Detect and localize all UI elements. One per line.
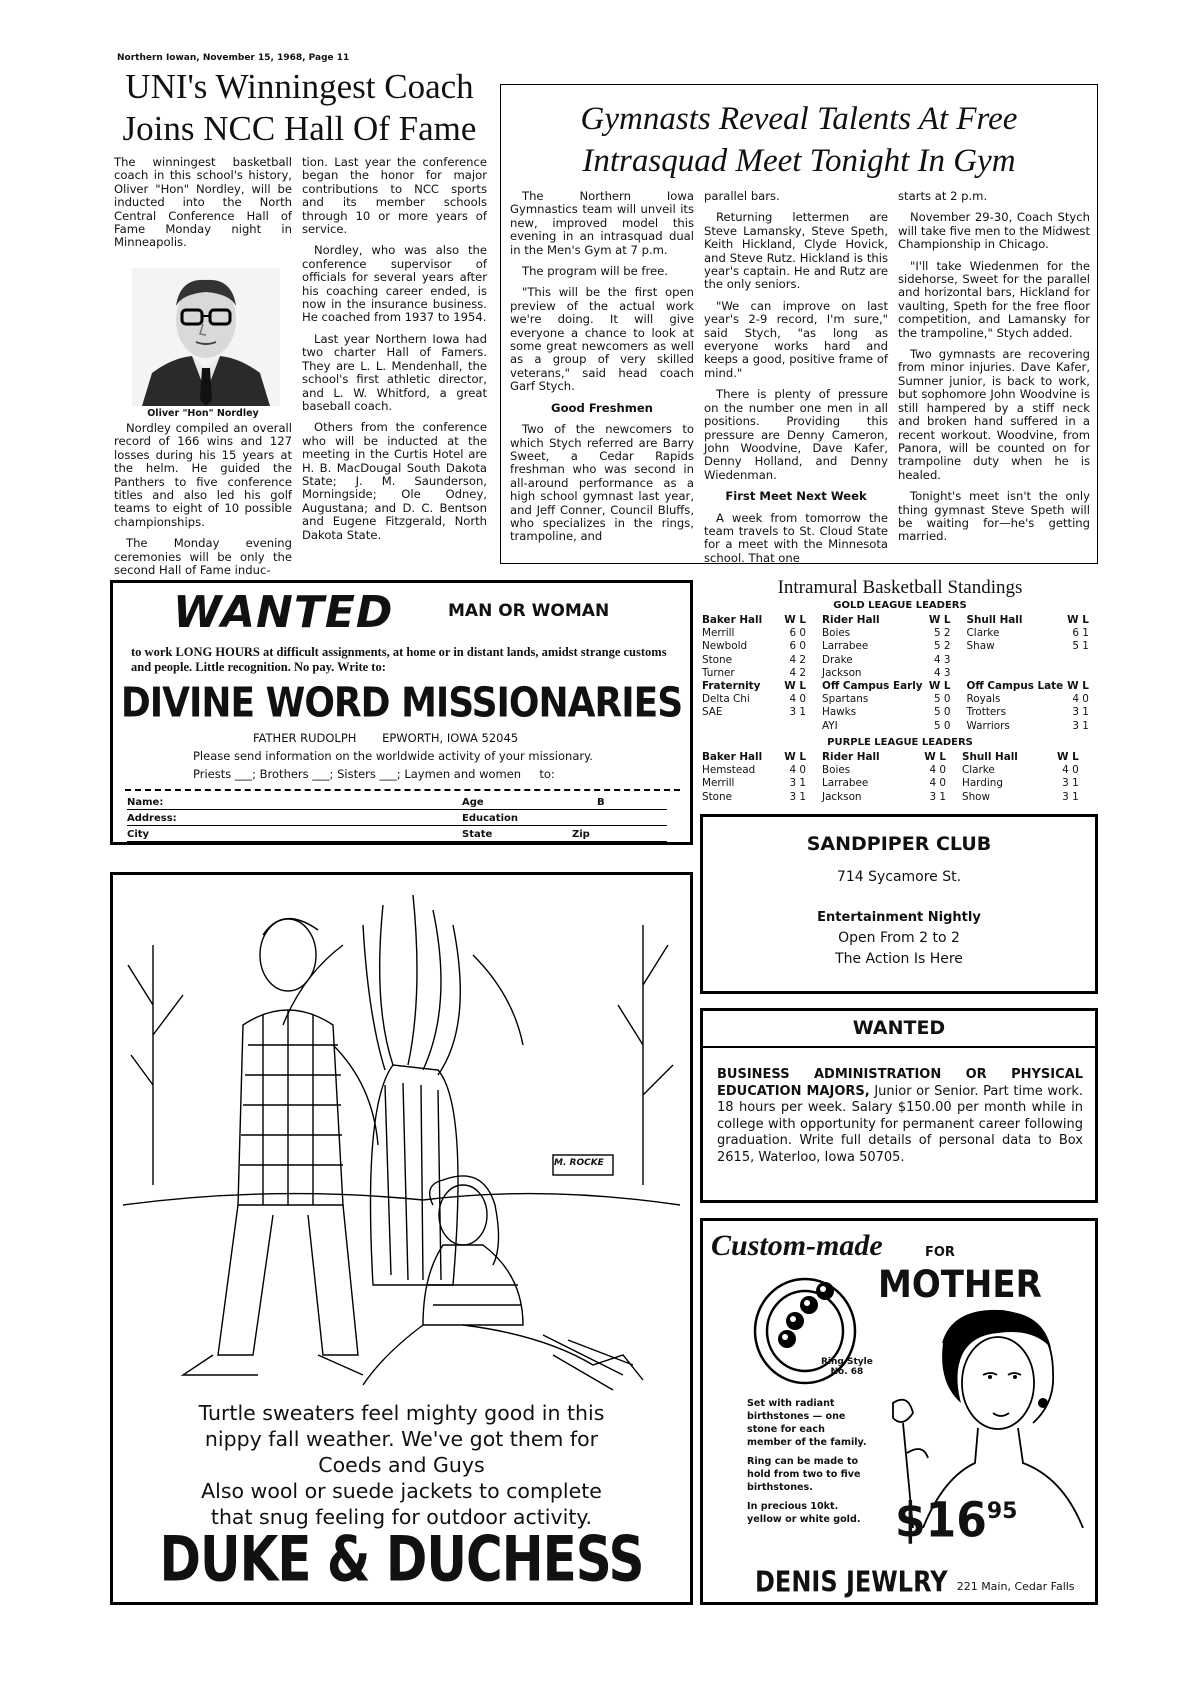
record-cell: 4 2 <box>789 666 806 679</box>
record-cell: 6 0 <box>789 640 806 653</box>
article-paragraph: Two of the newcomers to which Stych referred are Barry Sweet, a Cedar Rapids freshman who was second in all-around performance as a high school gymnast last year, and Jeff Conner, Council Bluffs, who specializes in the rings, trampoline, and <box>510 422 694 544</box>
purple-league-title: PURPLE LEAGUE LEADERS <box>827 737 973 748</box>
desc-paragraph: Set with radiant birthstones — one stone for each member of the family. <box>747 1398 867 1448</box>
standings-row <box>700 777 1093 790</box>
team-cell: Shaw <box>966 640 995 653</box>
team-cell: Trotters <box>966 706 1006 719</box>
record-cell: W L <box>1067 614 1089 626</box>
record-cell: 3 1 <box>1062 777 1079 790</box>
team-cell: Boies <box>822 764 851 777</box>
standings-row <box>700 720 1103 733</box>
team-cell: Show <box>962 790 991 803</box>
price-dollars: $16 <box>895 1492 987 1549</box>
team-cell: Shull Hall <box>962 751 1018 763</box>
record-cell <box>1065 667 1103 680</box>
article-paragraph: There is plenty of pressure on the number one men in all positions. Providing this pressure are Denny Cameron, John Woodvine, Dave Kafer, Denny Holland, and Denny Wiedenman. <box>704 387 888 482</box>
folio: Northern Iowan, November 15, 1968, Page 11 <box>117 53 350 63</box>
field-b-label: B <box>597 797 605 808</box>
field-education-label: Education <box>462 813 518 824</box>
sandpiper-name: SANDPIPER CLUB <box>806 833 992 855</box>
missionaries-ad <box>110 580 693 845</box>
desc-paragraph: Ring can be made to hold from two to five birthstones. <box>747 1456 861 1493</box>
record-cell <box>780 720 820 733</box>
copy-line: Coeds and Guys <box>318 1453 485 1477</box>
record-cell: 4 0 <box>1062 764 1079 777</box>
field-address-label: Address: <box>127 813 177 824</box>
team-cell: Fraternity <box>702 680 761 693</box>
headline-line: Joins NCC Hall Of Fame <box>122 109 477 148</box>
copy-line: Turtle sweaters feel mighty good in this <box>198 1401 605 1425</box>
record-cell: 5 0 <box>934 706 951 719</box>
illustration-signature: M. ROCKE <box>554 1158 604 1168</box>
team-cell: Boies <box>822 627 851 640</box>
gymnasts-headline <box>505 98 1093 182</box>
duke-duchess-ad <box>110 872 693 1605</box>
article-paragraph: Two gymnasts are recovering from minor injuries. Dave Kafer, Sumner junior, is back to work, but sophomore John Woodvine is still hampered by a stiff neck and broken hand suffered in a recent workout. Woodvine, from Panora, will be counted on for trampoline duty when he is healed. <box>898 347 1090 482</box>
field-name-label: Name: <box>127 797 164 808</box>
team-cell: Rider Hall <box>822 614 880 626</box>
article-paragraph: "We can improve on last year's 2-9 record, I'm sure," said Stych, "as long as everyone works hard and keeps a good, positive frame of mind." <box>704 298 888 380</box>
article-paragraph: "I'll take Wiedenmen for the sidehorse, Sweet for the parallel and horizontal bars, Hickland for vaulting, Speth for the free floor competition, and Lamansky for the trampoline," Stych added. <box>898 258 1090 340</box>
jewelry-price <box>895 1492 1018 1549</box>
standings-row <box>700 706 1103 719</box>
ad-request: Please send information on the worldwide activity of your missionary. <box>193 749 593 763</box>
team-cell: Stone <box>702 790 733 803</box>
ad-contact <box>253 731 518 745</box>
store-address: 221 Main, Cedar Falls <box>956 1580 1075 1593</box>
record-cell: W L <box>784 614 806 626</box>
record-cell: 6 1 <box>1072 627 1089 640</box>
coupon-form <box>127 797 677 843</box>
ring-style <box>821 1357 873 1377</box>
team-cell: Larrabee <box>822 777 869 790</box>
ring-style-label: Ring Style <box>821 1357 873 1367</box>
duke-store-name: DUKE & DUCHESS <box>159 1522 644 1596</box>
record-cell: 3 1 <box>1072 719 1089 732</box>
photo-caption: Oliver "Hon" Nordley <box>147 408 259 419</box>
purple-league-table <box>700 751 1093 804</box>
article-paragraph: A week from tomorrow the team travels to St. Cloud State for a meet with the Minnesota school. That one <box>704 510 888 565</box>
jobs-ad <box>700 1008 1098 1203</box>
team-cell: Larrabee <box>822 640 869 653</box>
hall-of-fame-col1-lower <box>114 422 292 585</box>
team-cell: Off Campus Late <box>966 680 1064 693</box>
desc-paragraph: In precious 10kt. yellow or white gold. <box>747 1501 861 1525</box>
jobs-body-text: Junior or Senior. Part time work. 18 hours per week. Salary $150.00 per month while in college with opportunity for permanent career following graduation. Write full details of personal data to Box 2615, Waterloo, Iowa 50705. <box>717 1083 1083 1165</box>
article-paragraph: "This will be the first open preview of the actual work we're doing. It will give everyone a chance to look at some great newcomers as well as a group of very skilled veterans," said head coach Garf Stych. <box>510 285 694 394</box>
headline-line: UNI's Winningest Coach <box>125 67 474 106</box>
team-cell: Shull Hall <box>966 614 1023 626</box>
headline-line: Intrasquad Meet Tonight In Gym <box>582 143 1016 179</box>
article-paragraph: starts at 2 p.m. <box>898 189 988 203</box>
copy-line: that snug feeling for outdoor activity. <box>210 1505 593 1529</box>
headline-line: Gymnasts Reveal Talents At Free <box>580 101 1018 137</box>
ad-org-name: DIVINE WORD MISSIONARIES <box>120 679 683 728</box>
jewelry-ad <box>700 1218 1098 1605</box>
team-cell: Merrill <box>702 777 735 790</box>
record-cell <box>1065 654 1103 667</box>
team-cell: Spartans <box>822 693 869 706</box>
form-line <box>127 825 667 826</box>
portrait-photo <box>132 268 280 406</box>
record-cell: W L <box>784 751 806 763</box>
team-cell: Baker Hall <box>702 614 763 626</box>
article-paragraph: Last year Northern Iowa had two charter Hall of Famers. They are L. L. Mendenhall, the school's first athletic director, and L. W. Whitford, a great baseball coach. <box>302 331 487 413</box>
store-name: DENIS JEWLRY <box>755 1565 948 1599</box>
record-cell: W L <box>928 680 951 693</box>
record-cell: W L <box>784 680 806 693</box>
gymnasts-col3 <box>898 190 1090 552</box>
team-cell: Warriors <box>966 719 1010 732</box>
team-cell: Turner <box>702 666 735 679</box>
standings-row <box>700 791 1093 804</box>
jobs-title: WANTED <box>852 1017 946 1039</box>
jobs-divider <box>703 1046 1095 1048</box>
article-paragraph: Returning lettermen are Steve Lamansky, Steve Speth, Keith Hickland, Clyde Hovick, and Steve Rutz. Hickland is this year's captain. He and Rutz are the only seniors. <box>704 210 888 292</box>
article-paragraph: tion. Last year the conference began the honor for major contributions to NCC sports and its member schools through 10 or more years of service. <box>302 155 487 237</box>
jewelry-for: FOR <box>925 1245 955 1260</box>
field-state-label: State <box>462 829 493 840</box>
standings-row <box>700 640 1103 653</box>
standings-row <box>700 627 1103 640</box>
hall-of-fame-col2 <box>302 156 487 550</box>
gold-league-table <box>700 614 1103 733</box>
jobs-body-bold: BUSINESS ADMINISTRATION OR PHYSICAL EDUCATION MAJORS, <box>717 1067 1083 1099</box>
coupon-dashed-line <box>125 789 680 791</box>
record-cell: 4 0 <box>789 693 806 706</box>
record-cell: 5 2 <box>934 627 951 640</box>
record-cell: 5 0 <box>934 719 951 732</box>
record-cell: 3 1 <box>789 777 806 790</box>
record-cell: 3 1 <box>929 790 946 803</box>
article-subhead: Good Freshmen <box>551 400 653 415</box>
record-cell: 3 1 <box>789 706 806 719</box>
record-cell: 6 0 <box>789 627 806 640</box>
article-paragraph: Nordley compiled an overall record of 166 wins and 127 losses during his 15 years at the helm. He guided the Panthers to five conference titles and also led his golf teams to eight of 10 possible championships. <box>114 421 292 529</box>
article-paragraph: The Northern Iowa Gymnastics team will unveil its new, improved model this evening in an intrasquad dual in the Men's Gym at 7 p.m. <box>510 189 694 257</box>
team-cell: Off Campus Early <box>822 680 923 693</box>
record-cell: 4 0 <box>929 764 946 777</box>
record-cell: W L <box>1067 680 1089 693</box>
field-age-label: Age <box>462 797 484 808</box>
article-paragraph: The program will be free. <box>522 264 668 279</box>
record-cell: W L <box>1057 751 1079 763</box>
sandpiper-ad <box>700 814 1098 994</box>
article-lead: The winningest basketball coach in this school's history, Oliver "Hon" Nordley, will be inducted into the North Central Conference Hall of Fame Monday night in Minneapolis. <box>114 155 292 250</box>
record-cell: 4 3 <box>934 666 951 679</box>
record-cell: 4 2 <box>789 653 806 666</box>
team-cell: SAE <box>702 706 723 719</box>
record-cell: 4 0 <box>1072 693 1089 706</box>
standings-row <box>700 764 1093 777</box>
team-cell <box>965 654 1066 667</box>
article-paragraph: parallel bars. <box>704 189 780 203</box>
record-cell: 5 1 <box>1072 640 1089 653</box>
standings-title: Intramural Basketball Standings <box>777 577 1023 598</box>
jobs-body <box>717 1067 1083 1167</box>
team-cell: Hawks <box>822 706 857 719</box>
record-cell: 4 0 <box>929 777 946 790</box>
record-cell: 3 1 <box>1062 790 1079 803</box>
field-city-label: City <box>127 829 150 840</box>
team-cell: Newbold <box>702 640 748 653</box>
team-cell: Clarke <box>962 764 995 777</box>
team-cell: Jackson <box>822 666 862 679</box>
gymnasts-col2 <box>704 190 888 573</box>
record-cell: 5 0 <box>934 693 951 706</box>
ad-wanted-title: WANTED <box>173 587 394 638</box>
team-cell: Merrill <box>702 627 735 640</box>
standings-row <box>700 654 1103 667</box>
standings-table <box>700 614 1103 733</box>
team-cell: Stone <box>702 653 733 666</box>
record-cell: W L <box>924 751 946 763</box>
team-cell <box>700 720 780 733</box>
hall-of-fame-headline <box>112 66 487 150</box>
gymnasts-col1 <box>510 190 694 552</box>
sandpiper-line: The Action Is Here <box>835 951 963 967</box>
standings-row <box>700 680 1103 693</box>
jewelry-mother: MOTHER <box>878 1263 1042 1307</box>
contact-address: EPWORTH, IOWA 52045 <box>382 731 519 745</box>
team-cell: Harding <box>962 777 1003 790</box>
field-zip-label: Zip <box>572 829 590 840</box>
record-cell: 4 3 <box>934 653 951 666</box>
team-cell: Clarke <box>966 627 1000 640</box>
team-cell <box>965 667 1066 680</box>
sandpiper-line: Entertainment Nightly <box>817 910 981 925</box>
standings-row <box>700 667 1103 680</box>
price-cents: 95 <box>986 1499 1018 1524</box>
team-cell: Royals <box>966 693 1001 706</box>
article-subhead: First Meet Next Week <box>725 489 867 504</box>
team-cell: Baker Hall <box>702 751 763 763</box>
jewelry-script: Custom-made <box>711 1229 883 1262</box>
form-line <box>127 841 667 842</box>
fall-couple-illustration <box>123 885 680 1395</box>
jewelry-description <box>747 1397 867 1526</box>
copy-line: nippy fall weather. We've got them for <box>204 1427 599 1451</box>
standings-table <box>700 751 1093 804</box>
sandpiper-line: Open From 2 to 2 <box>838 930 960 946</box>
ring-style-number: No. 68 <box>830 1367 864 1377</box>
form-line <box>127 809 667 810</box>
copy-line: Also wool or suede jackets to complete <box>201 1479 602 1503</box>
team-cell: Rider Hall <box>822 751 880 763</box>
team-cell: Drake <box>822 653 853 666</box>
contact-name: FATHER RUDOLPH <box>253 731 357 745</box>
ad-checkboxes: Priests ___; Brothers ___; Sisters ___; Laymen and women to: <box>193 767 555 781</box>
ad-pitch: to work LONG HOURS at difficult assignments, at home or in distant lands, amidst strange customs and people. Little recognition. No pay. Write to: <box>131 645 667 674</box>
article-paragraph: November 29-30, Coach Stych will take five men to the Midwest Championship in Chicago. <box>898 210 1090 252</box>
sandpiper-address: 714 Sycamore St. <box>836 869 962 885</box>
ad-man-or-woman: MAN OR WOMAN <box>448 601 610 621</box>
record-cell: 4 0 <box>789 764 806 777</box>
gold-league-title: GOLD LEAGUE LEADERS <box>833 600 967 611</box>
article-paragraph: Tonight's meet isn't the only thing gymnast Steve Speth will be waiting for—he's getting married. <box>898 489 1090 544</box>
record-cell: 3 1 <box>1072 706 1089 719</box>
article-paragraph: Nordley, who was also the conference supervisor of officials for several years after his coaching career ended, is now in the insurance business. He coached from 1937 to 1954. <box>302 243 487 325</box>
article-paragraph: Others from the conference who will be inducted at the meeting in the Curtis Hotel are H. B. MacDougal South Dakota State; J. M. Saunderson, Morningside; Ole Odney, Augustana; and D. C. Bentson and Eugene Fitzgerald, North Dakota State. <box>302 420 487 542</box>
team-cell: Delta Chi <box>702 693 750 706</box>
article-paragraph: The Monday evening ceremonies will be only the second Hall of Fame induc- <box>114 536 292 578</box>
record-cell: W L <box>928 614 951 626</box>
standings-row <box>700 751 1093 764</box>
jewelry-store <box>755 1565 1075 1599</box>
record-cell: 3 1 <box>789 790 806 803</box>
standings-row <box>700 693 1103 706</box>
team-cell: Hemstead <box>702 764 756 777</box>
team-cell: AYI <box>822 719 838 732</box>
team-cell: Jackson <box>822 790 862 803</box>
standings-row <box>700 614 1103 627</box>
duke-copy <box>113 1400 690 1530</box>
hall-of-fame-col1 <box>114 156 292 258</box>
record-cell: 5 2 <box>934 640 951 653</box>
